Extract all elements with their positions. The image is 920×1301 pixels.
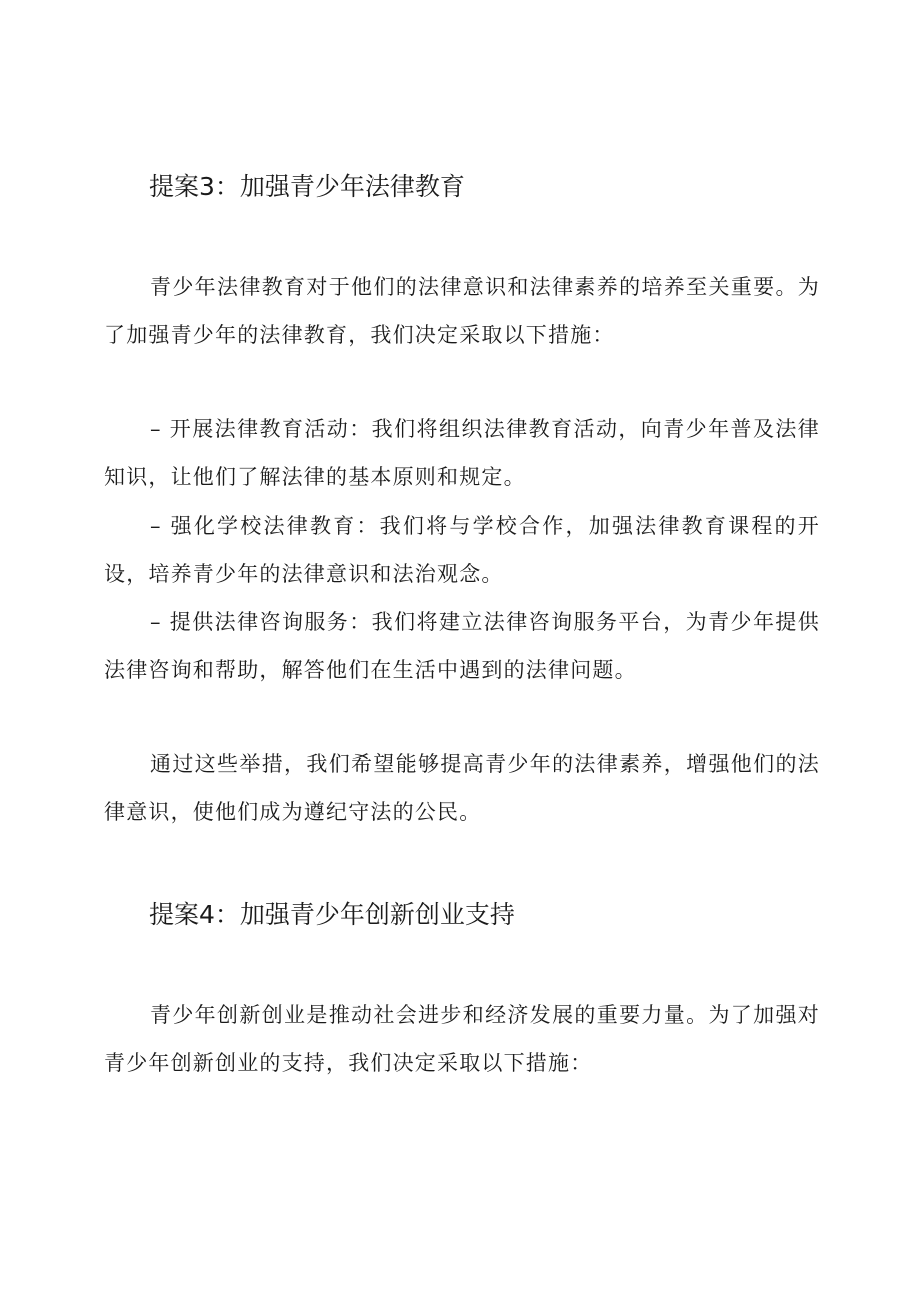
proposal-4-intro: 青少年创新创业是推动社会进步和经济发展的重要力量。为了加强对青少年创新创业的支持，我们决定采取以下措施： (104, 1003, 820, 1075)
proposal-4-heading: 提案4：加强青少年创新创业支持 (149, 900, 515, 929)
proposal-3-measure-2: – 强化学校法律教育：我们将与学校合作，加强法律教育课程的开设，培养青少年的法律意识和法治观念。 (104, 514, 820, 586)
proposal-3-heading: 提案3：加强青少年法律教育 (149, 172, 465, 201)
proposal-3-intro: 青少年法律教育对于他们的法律意识和法律素养的培养至关重要。为了加强青少年的法律教育，我们决定采取以下措施： (104, 275, 820, 347)
proposal-3-conclusion: 通过这些举措，我们希望能够提高青少年的法律素养，增强他们的法律意识，使他们成为遵纪守法的公民。 (104, 752, 820, 824)
proposal-3-measure-1: – 开展法律教育活动：我们将组织法律教育活动，向青少年普及法律知识，让他们了解法律的基本原则和规定。 (104, 417, 820, 489)
proposal-3-measure-3: – 提供法律咨询服务：我们将建立法律咨询服务平台，为青少年提供法律咨询和帮助，解答他们在生活中遇到的法律问题。 (104, 610, 820, 682)
